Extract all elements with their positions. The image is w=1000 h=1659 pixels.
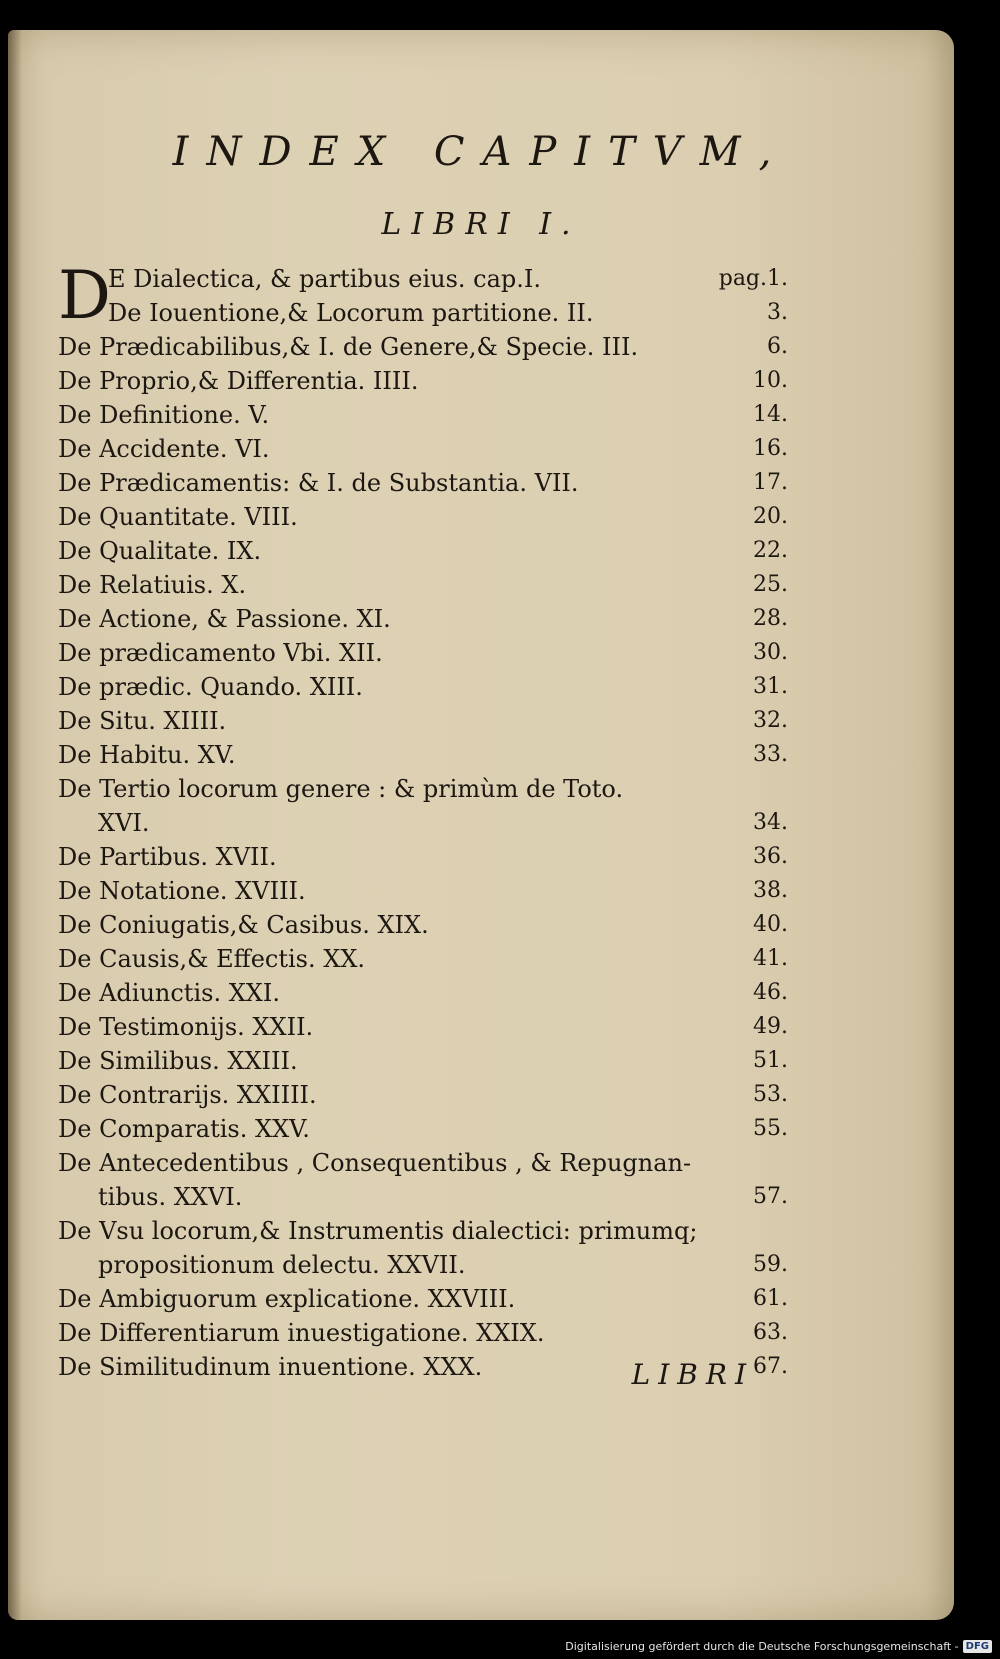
entry-page: 63. — [753, 1320, 788, 1345]
entry-page: 55. — [753, 1116, 788, 1141]
index-entry — [58, 432, 788, 466]
entry-page: 61. — [753, 1286, 788, 1311]
entry-text: De Habitu. XV. — [58, 741, 236, 769]
entry-text: De Definitione. V. — [58, 401, 270, 429]
entry-page: 59. — [753, 1252, 788, 1277]
index-entry — [58, 257, 788, 334]
index-entry — [58, 330, 788, 364]
chapter-index — [58, 257, 788, 1384]
entry-text: De Contrarijs. XXIIII. — [58, 1081, 317, 1109]
entry-text: De Quantitate. VIII. — [58, 503, 298, 531]
entry-text: De prædic. Quando. XIII. — [58, 673, 363, 701]
index-entry — [58, 1282, 788, 1316]
entry-page: 51. — [753, 1048, 788, 1073]
entry-page: pag.1. — [718, 266, 788, 291]
index-entry — [58, 976, 788, 1010]
index-entry — [58, 772, 788, 840]
index-entry — [58, 1214, 788, 1282]
entry-text: De Adiunctis. XXI. — [58, 979, 280, 1007]
index-entry — [58, 874, 788, 908]
entry-page: 14. — [753, 402, 788, 427]
entry-text: De Accidente. VI. — [58, 435, 270, 463]
entry-text: De Causis,& Effectis. XX. — [58, 945, 366, 973]
entry-text: De Actione, & Passione. XI. — [58, 605, 391, 633]
entry-text: De Prædicamentis: & I. de Substantia. VII. — [58, 469, 579, 497]
index-entry — [58, 466, 788, 500]
entry-text: De Differentiarum inuestigatione. XXIX. — [58, 1319, 545, 1347]
index-entry — [58, 364, 788, 398]
index-entry — [58, 500, 788, 534]
dropcap: D — [58, 257, 111, 334]
entry-text: De Iouentione,& Locorum partitione. II. — [108, 299, 594, 327]
entry-text: De Ambiguorum explicatione. XXVIII. — [58, 1285, 516, 1313]
entry-text: De Proprio,& Differentia. IIII. — [58, 367, 419, 395]
entry-text: De prædicamento Vbi. XII. — [58, 639, 383, 667]
entry-page: 40. — [753, 912, 788, 937]
dfg-logo: DFG — [963, 1640, 992, 1653]
entry-page: 16. — [753, 436, 788, 461]
entry-continuation: XVI. — [98, 809, 150, 837]
credit-text: Digitalisierung gefördert durch die Deutsche Forschungsgemeinschaft - — [565, 1640, 959, 1653]
entry-text: E Dialectica, & partibus eius. cap.I. — [108, 265, 542, 293]
entry-page: 31. — [753, 674, 788, 699]
entry-page: 17. — [753, 470, 788, 495]
entry-text: De Similitudinum inuentione. XXX. — [58, 1353, 483, 1381]
entry-text: De Relatiuis. X. — [58, 571, 247, 599]
entry-continuation: tibus. XXVI. — [98, 1183, 243, 1211]
entry-page: 34. — [753, 810, 788, 835]
entry-page: 28. — [753, 606, 788, 631]
entry-page: 3. — [767, 300, 788, 325]
index-title: INDEX CAPITVM, — [172, 129, 790, 175]
index-entry — [58, 602, 788, 636]
index-entry — [58, 1010, 788, 1044]
entry-page: 46. — [753, 980, 788, 1005]
digitization-credit — [565, 1640, 992, 1653]
index-entry — [58, 840, 788, 874]
index-entry — [58, 942, 788, 976]
entry-page: 57. — [753, 1184, 788, 1209]
entry-text: De Partibus. XVII. — [58, 843, 277, 871]
entry-page: 41. — [753, 946, 788, 971]
index-entry — [58, 908, 788, 942]
entry-text: De Vsu locorum,& Instrumentis dialectici: primumq; — [58, 1217, 698, 1245]
entry-continuation: propositionum delectu. XXVII. — [98, 1251, 466, 1279]
entry-page: 32. — [753, 708, 788, 733]
entry-page: 49. — [753, 1014, 788, 1039]
entry-text: De Similibus. XXIII. — [58, 1047, 298, 1075]
entry-text: De Tertio locorum genere : & primùm de Toto. — [58, 775, 624, 803]
entry-page: 33. — [753, 742, 788, 767]
entry-text: De Notatione. XVIII. — [58, 877, 306, 905]
index-entry — [58, 568, 788, 602]
entry-page: 6. — [767, 334, 788, 359]
entry-page: 10. — [753, 368, 788, 393]
index-entry — [58, 670, 788, 704]
index-entry — [58, 534, 788, 568]
entry-text: De Qualitate. IX. — [58, 537, 262, 565]
catchword: LIBRI — [631, 1358, 754, 1391]
entry-text: De Testimonijs. XXII. — [58, 1013, 314, 1041]
entry-text: De Coniugatis,& Casibus. XIX. — [58, 911, 429, 939]
index-entry — [58, 398, 788, 432]
entry-page: 53. — [753, 1082, 788, 1107]
index-entry — [58, 636, 788, 670]
entry-text: De Antecedentibus , Consequentibus , & Repugnan- — [58, 1149, 692, 1177]
index-entry — [58, 1112, 788, 1146]
index-entry — [58, 1078, 788, 1112]
entry-page: 22. — [753, 538, 788, 563]
entry-page: 67. — [753, 1354, 788, 1379]
entry-page: 30. — [753, 640, 788, 665]
index-entry — [58, 1044, 788, 1078]
entry-text: De Situ. XIIII. — [58, 707, 227, 735]
entry-text: De Prædicabilibus,& I. de Genere,& Specie. III. — [58, 333, 639, 361]
entry-page: 25. — [753, 572, 788, 597]
entry-page: 20. — [753, 504, 788, 529]
entry-page: 36. — [753, 844, 788, 869]
index-entry — [58, 704, 788, 738]
entry-page: 38. — [753, 878, 788, 903]
index-entry — [58, 738, 788, 772]
book-page — [8, 30, 954, 1620]
index-entry — [58, 1316, 788, 1350]
index-entry — [58, 1146, 788, 1214]
entry-text: De Comparatis. XXV. — [58, 1115, 310, 1143]
book-title: LIBRI I. — [381, 207, 581, 242]
